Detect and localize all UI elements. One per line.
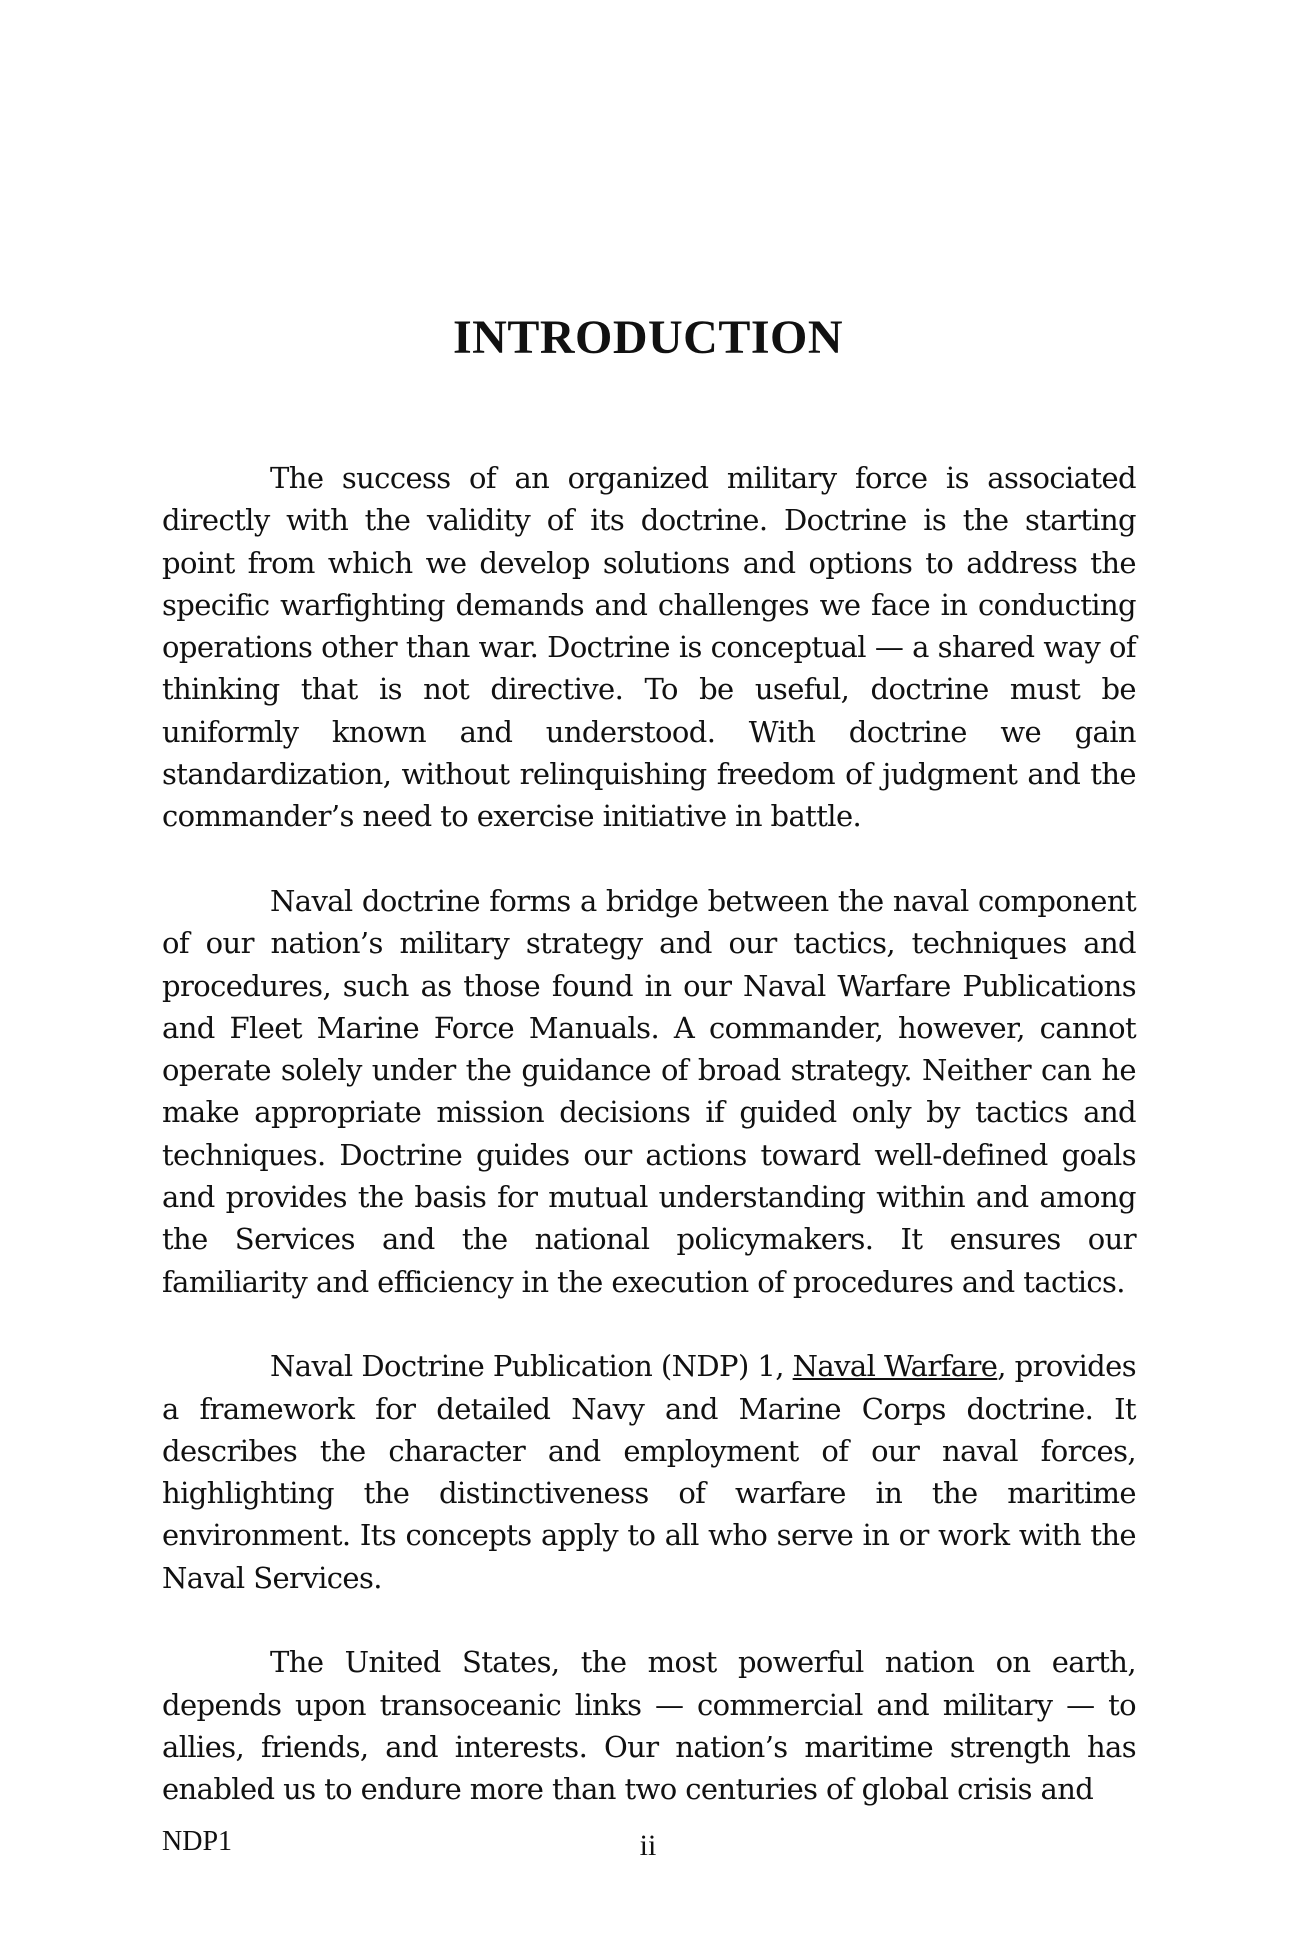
paragraph-naval-doctrine-bridge: Naval doctrine forms a bridge between the naval component of our nation’s military strategy and our tactics, techniques and procedures, such as those found in our Naval Warfare Publications and Fleet Marine Force Manuals. A commander, however, cannot operate solely under the guidance of broad strategy. Neither can he make appropriate mission decisions if guided only by tactics and techniques. Doctrine guides our actions toward well-defined goals and provides the basis for mutual understanding within and among the Services and the national policymakers. It ensures our familiarity and efficiency in the execution of procedures and tactics. [162,883,1136,1299]
page-title: INTRODUCTION [452,311,844,364]
footer-publication-id: NDP1 [162,1826,233,1857]
footer-page-number: ii [639,1829,657,1862]
paragraph-ndp1-framework [162,1345,1136,1599]
paragraph-doctrine-validity: The success of an organized military force is associated directly with the validity of its doctrine. Doctrine is the starting point from which we develop solutions and options to address the specific warfighting demands and challenges we face in conducting operations other than war. Doctrine is conceptual — a shared way of thinking that is not directive. To be useful, doctrine must be uniformly known and understood. With doctrine we gain standardization, without relinquishing freedom of judgment and the commander’s need to exercise initiative in battle. [162,461,1136,834]
publication-title: Naval Warfare [792,1349,998,1384]
paragraph-united-states-maritime: The United States, the most powerful nation on earth, depends upon transoceanic links — commercial and military — to allies, friends, and interests. Our nation’s maritime strength has enabled us to endure more than two centuries of global crisis and [162,1645,1136,1807]
body-text [162,457,1136,1811]
paragraph-ndp1-rest: , provides a framework for detailed Navy and Marine Corps doctrine. It describes the character and employment of our naval forces, highlighting the distinctiveness of warfare in the maritime environment. Its concepts apply to all who serve in or work with the Naval Services. [162,1349,1136,1595]
paragraph-ndp1-lead: Naval Doctrine Publication (NDP) 1, [270,1349,793,1384]
